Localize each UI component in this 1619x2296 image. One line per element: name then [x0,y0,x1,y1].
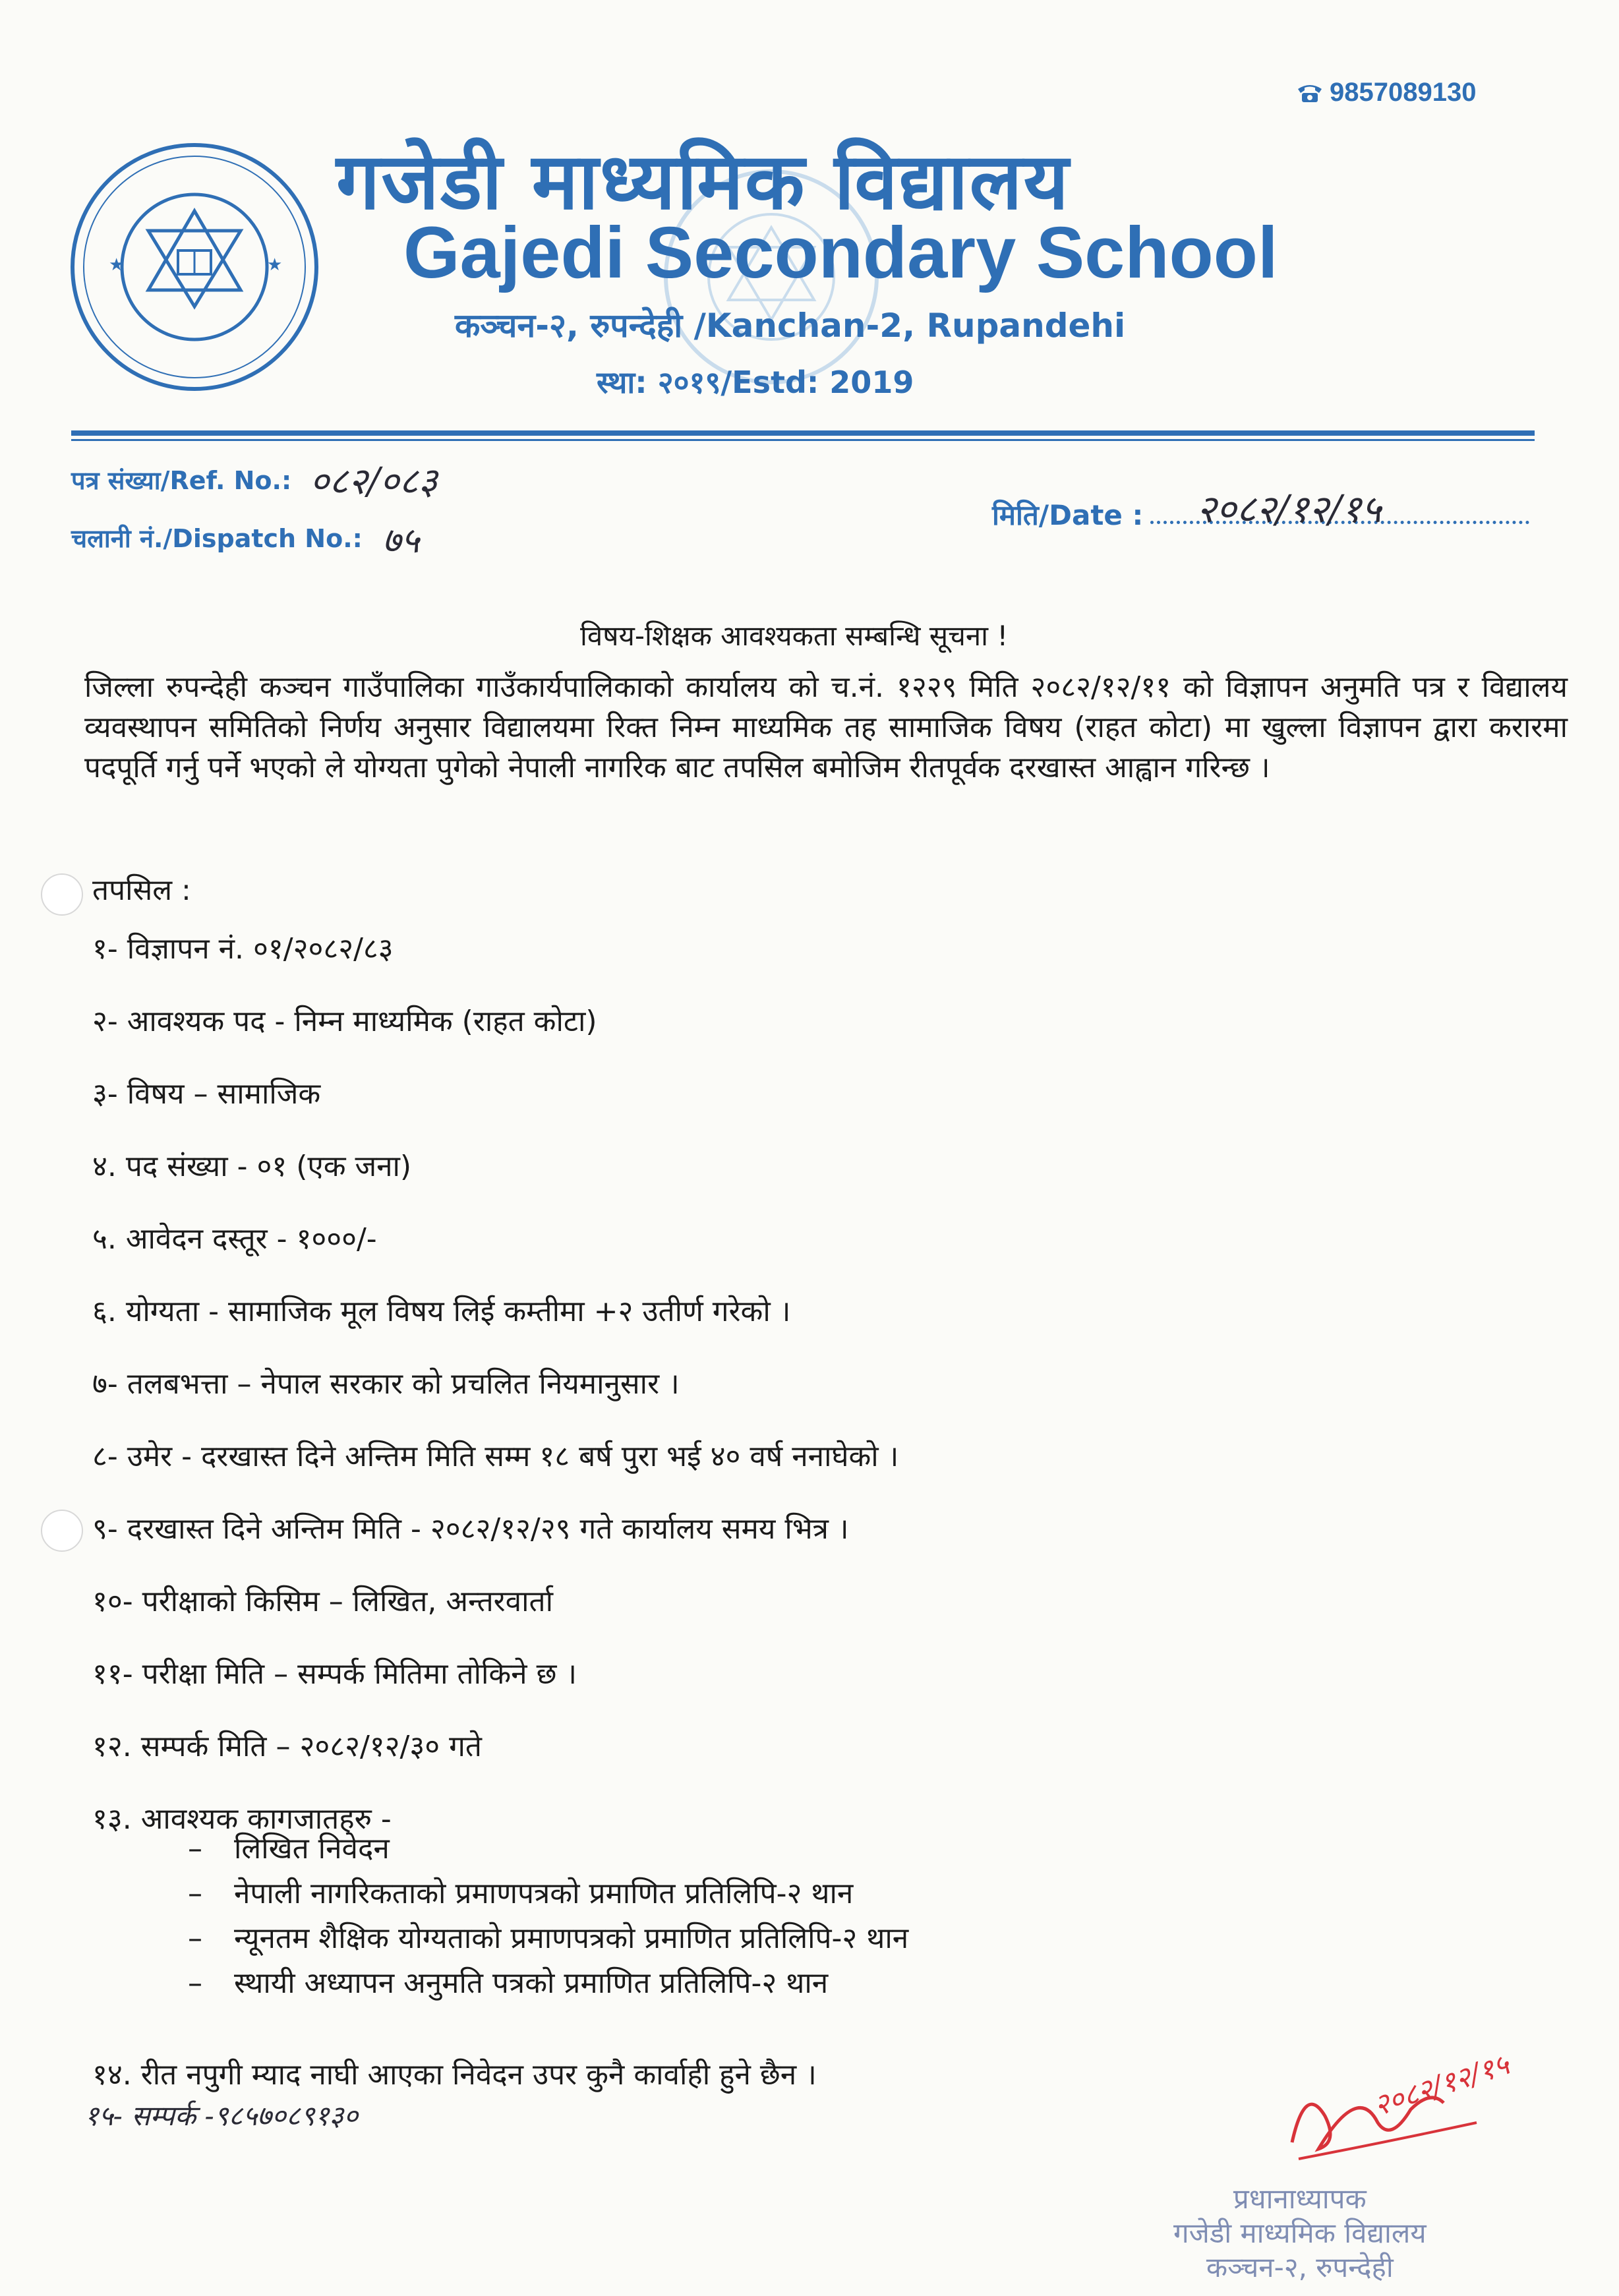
header-divider-thin [71,439,1535,441]
school-established: स्था: २०१९/Estd: 2019 [597,365,914,400]
dispatch-label: चलानी नं./Dispatch No.: [71,524,363,553]
phone-number [1295,78,1476,107]
list-item-14: १४. रीत नपुगी म्याद नाघी आएका निवेदन उपर कुनै कार्वाही हुने छैन । [92,2058,817,2092]
list-item: ३- विषय – सामाजिक [92,1077,321,1111]
document-text: नेपाली नागरिकताको प्रमाणपत्रको प्रमाणित प्रतिलिपि-२ थान [234,1877,854,1910]
bullet-dash: – [188,1922,202,1955]
punch-hole [41,1510,83,1552]
list-item-15-handwritten: १५- सम्पर्क -९८५७०८९१३० [84,2100,359,2132]
documents-list [188,1829,908,2009]
list-item: ४. पद संख्या - ०१ (एक जना) [92,1150,412,1183]
principal-stamp [1173,2182,1427,2285]
list-item: १०- परीक्षाको किसिम – लिखित, अन्तरवार्ता [92,1585,553,1618]
bullet-dash: – [188,1832,202,1866]
document-text: न्यूनतम शैक्षिक योग्यताको प्रमाणपत्रको प्रमाणित प्रतिलिपि-२ थान [234,1922,909,1955]
list-item: ११- परीक्षा मिति – सम्पर्क मितिमा तोकिने छ । [92,1657,577,1691]
list-item: ५. आवेदन दस्तूर - १०००/- [92,1222,377,1256]
list-item: २- आवश्यक पद - निम्न माध्यमिक (राहत कोटा) [92,1005,597,1038]
signature [1279,2044,1514,2182]
list-item: १- विज्ञापन नं. ०१/२०८२/८३ [92,932,394,966]
date-value: २०८२/१२/१५ [1196,486,1382,531]
document-item [188,1919,908,1964]
document-text: लिखित निवेदन [234,1832,390,1866]
header-divider [71,430,1535,436]
notice-intro: जिल्ला रुपन्देही कञ्चन गाउँपालिका गाउँकार्यपालिकाको कार्यालय को च.नं. १२२९ मिति २०८२/१२/११ को विज्ञापन अनुमति पत्र र विद्यालय व्यवस्थापन समितिको निर्णय अनुसार विद्यालयमा रिक्त निम्न माध्यमिक तह सामाजिक विषय (राहत कोटा) मा खुल्ला विज्ञापन द्वारा करारमा पदपूर्ति गर्नु पर्ने भएको ले योग्यता पुगेको नेपाली नागरिक बाट तपसिल बमोजिम रीतपूर्वक दरखास्त आह्वान गरिन्छ । [84,670,1568,784]
document-item [188,1964,908,2009]
section-label: तपसिल : [92,873,191,907]
signature-date: २०८२/१२/१५ [1369,2047,1514,2123]
telephone-icon [1295,80,1324,102]
date-label: मिति/Date : [992,499,1144,531]
bullet-dash: – [188,1877,202,1910]
notice-subject: विषय-शिक्षक आवश्यकता सम्बन्धि सूचना ! [580,620,1009,652]
list-item: ९- दरखास्त दिने अन्तिम मिति - २०८२/१२/२९ गते कार्यालय समय भित्र । [92,1512,849,1546]
list-item: ७- तलबभत्ता – नेपाल सरकार को प्रचलित नियमानुसार । [92,1367,680,1401]
document-item [188,1874,908,1919]
punch-hole [41,873,83,916]
dispatch-value: ७५ [382,519,420,561]
stamp-line-3: कञ्चन-२, रुपन्देही [1206,2251,1394,2283]
svg-text:★: ★ [267,255,283,275]
document-item [188,1829,908,1874]
stamp-line-1: प्रधानाध्यापक [1233,2183,1367,2215]
list-item: ८- उमेर - दरखास्त दिने अन्तिम मिति सम्म १८ बर्ष पुरा भई ४० वर्ष ननाघेको । [92,1440,899,1473]
phone-value: 9857089130 [1330,78,1477,107]
list-item: १३. आवश्यक कागजातहरु - [92,1802,392,1836]
ref-value: ०८२/०८३ [310,460,438,503]
requirements-list [92,929,898,1872]
list-item: ६. योग्यता - सामाजिक मूल विषय लिई कम्तीमा +२ उतीर्ण गरेको । [92,1295,791,1328]
school-logo [66,138,323,396]
school-address: कञ्चन-२, रुपन्देही /Kanchan-2, Rupandehi [455,307,1126,345]
list-item: १२. सम्पर्क मिति – २०८२/१२/३० गते [92,1730,482,1763]
stamp-line-2: गजेडी माध्यमिक विद्यालय [1173,2217,1427,2249]
ref-label: पत्र संख्या/Ref. No.: [71,466,292,495]
school-name-nepali: गजेडी माध्यमिक विद्यालय [336,136,1071,227]
bullet-dash: – [188,1966,202,2000]
document-text: स्थायी अध्यापन अनुमति पत्रको प्रमाणित प्रतिलिपि-२ थान [234,1966,829,2000]
school-name-english: Gajedi Secondary School [403,212,1278,293]
svg-text:★: ★ [109,255,125,275]
